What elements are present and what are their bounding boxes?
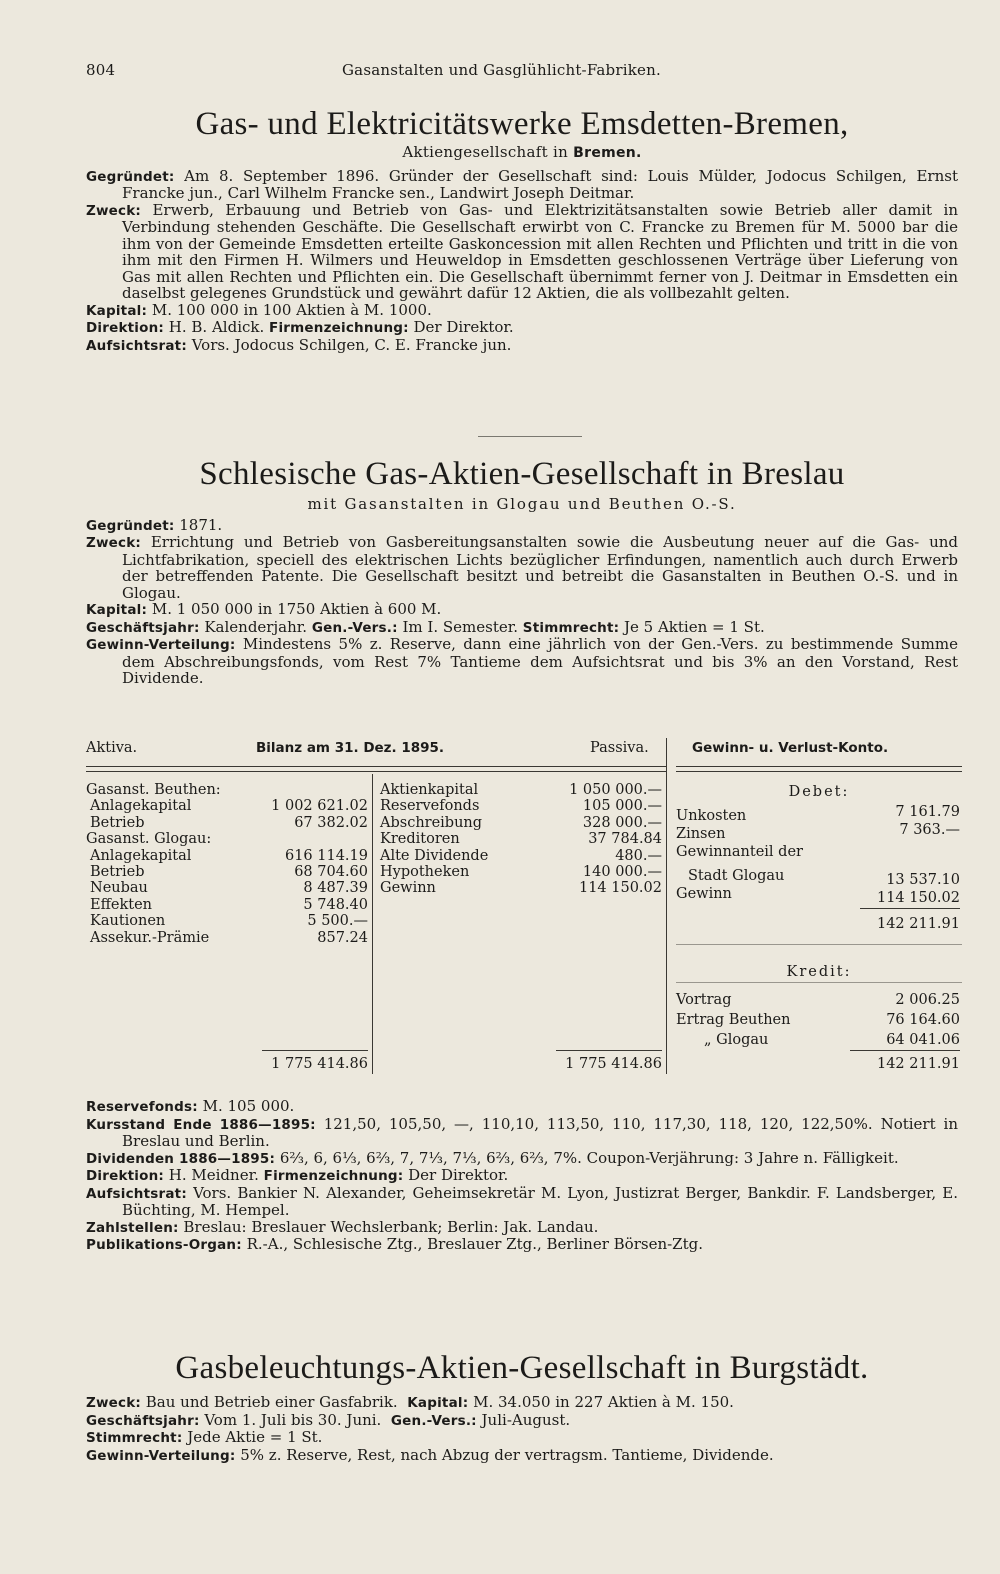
debet-row: Gewinn 114 150.02: [676, 886, 960, 906]
kredit-label: Kredit:: [786, 964, 852, 980]
entry-reservefonds: Reservefonds: M. 105 000.: [86, 1097, 295, 1115]
passiva-row: Gewinn 114 150.02: [380, 880, 662, 897]
company-schlesische-gas-details: [86, 1098, 958, 1254]
sum-line: [860, 908, 960, 909]
debet-row: Unkosten 7 161.79: [676, 804, 960, 824]
entry-stimmrecht: Stimmrecht: Jede Aktie = 1 St.: [86, 1428, 323, 1446]
kredit-row: Vortrag 2 006.25: [676, 992, 960, 1008]
column-divider: [372, 774, 373, 1074]
entry-zweck: Zweck: Errichtung und Betrieb von Gasbereitungsanstalten sowie die Ausbeutung neuer auf die Gas- und Lichtfabrikation, speciell des elektrischen Lichts bezüglicher Erfindungen, namentlich auch durch Erwerb der betreffenden Patente. Die Gesellschaft besitzt und betreibt die Gasanstalten in Beuthen O.-S. und in Glogau.: [86, 533, 958, 602]
entry-aufsichtsrat: Aufsichtsrat: Vors. Bankier N. Alexander, Geheimsekretär M. Lyon, Justizrat Berger, Bankdir. F. Landsberger, E. Büchting, M. Hempel.: [86, 1183, 958, 1219]
entry-aufsichtsrat: Aufsichtsrat: Vors. Jodocus Schilgen, C. E. Francke jun.: [86, 335, 512, 354]
table-rule: [86, 766, 666, 767]
company-schlesische-gas: [86, 456, 958, 687]
company-subtitle: mit Gasanstalten in Glogau und Beuthen O.-S.: [307, 495, 737, 513]
entry-zweck: Zweck: Bau und Betrieb einer Gasfabrik. Kapital: M. 34.050 in 227 Aktien à M. 150.: [86, 1393, 734, 1411]
aktiva-row: Kautionen 5 500.—: [90, 913, 368, 930]
aktiva-row: Anlagekapital 616 114.19: [90, 847, 368, 864]
aktiva-row: Neubau 8 487.39: [90, 880, 368, 897]
entry-gewinn-verteilung: Gewinn-Verteilung: 5% z. Reserve, Rest, nach Abzug der vertragsm. Tantieme, Dividende.: [86, 1445, 774, 1464]
debet-row: Gewinnanteil der: [676, 844, 803, 860]
balance-sheet: Aktiva. Bilanz am 31. Dez. 1895. Passiva. Gewinn- u. Verlust-Konto. Gasanst. Beuthen: Anlagekapital 1 002 621.02 Betrieb 67 382.02 Gasanst. Glogau: Anlagekapital 616 114.19 Betrieb 68 704.60 Neubau 8 487.39 Effekten 5 748.40 Kautionen 5 500.— Assekur.-Prämie 857.24 1 775 414.86 Aktienkapital 1 050 000.— Reservefonds 105 000.— Abschreibung 328 000.— Kreditoren 37 784.84 Alte Dividende 480.— Hypotheken 140 000.— Gewinn 114 150.02 1 775 414.86 Debet: Unkosten 7 161.79 Zinsen 7 363.— Gewinnanteil der Stadt Glogau 13 537.10 Gewinn 114 150.02 142 211.91 Kredit: Vortrag 2 006.25 Ertrag Beuthen 76 164.60 „ Glogau 64 041.06 142 211.91: [86, 740, 960, 1072]
aktiva-row: Assekur.-Prämie 857.24: [90, 929, 368, 946]
company-subtitle: Aktiengesellschaft in Bremen.: [402, 143, 642, 161]
table-rule: [676, 771, 962, 772]
passiva-row: Aktienkapital 1 050 000.—: [380, 782, 662, 798]
entry-direktion: Direktion: H. B. Aldick. Firmenzeichnung: Der Direktor.: [86, 318, 514, 336]
kredit-row: Ertrag Beuthen 76 164.60: [676, 1012, 960, 1028]
company-emsdetten-bremen: [86, 106, 958, 354]
aktiva-row: Gasanst. Beuthen:: [86, 782, 221, 798]
aktiva-row: Gasanst. Glogau:: [86, 831, 212, 848]
aktiva-row: Betrieb 67 382.02: [90, 814, 368, 831]
entry-zahlstellen: Zahlstellen: Breslau: Breslauer Wechslerbank; Berlin: Jak. Landau.: [86, 1217, 599, 1236]
sum-line: [262, 1050, 368, 1051]
passiva-row: Kreditoren 37 784.84: [380, 831, 662, 848]
debet-row: Zinsen 7 363.—: [676, 822, 960, 842]
page-number: 804: [86, 61, 116, 79]
running-title: Gasanstalten und Gasglühlicht-Fabriken.: [342, 61, 661, 79]
aktiva-label: Aktiva.: [86, 740, 138, 756]
entry-kursstand: Kursstand Ende 1886—1895: 121,50, 105,50, —, 110,10, 113,50, 110, 117,30, 118, 120, 122,50%. Notiert in Breslau und Berlin.: [86, 1114, 959, 1150]
aktiva-row: Betrieb 68 704.60: [90, 863, 368, 880]
table-rule: [676, 944, 962, 945]
debet-label: Debet:: [788, 784, 850, 800]
passiva-row: Abschreibung 328 000.—: [380, 814, 662, 831]
kredit-row: „ Glogau 64 041.06: [704, 1032, 960, 1048]
bilanz-title: Bilanz am 31. Dez. 1895.: [256, 740, 445, 756]
company-burgstaedt: [86, 1350, 958, 1464]
entry-geschaeftsjahr: Geschäftsjahr: Kalenderjahr. Gen.-Vers.: Im I. Semester. Stimmrecht: Je 5 Aktien = 1 St.: [86, 617, 765, 636]
aktiva-row: Anlagekapital 1 002 621.02: [90, 798, 368, 815]
entry-kapital: Kapital: M. 100 000 in 100 Aktien à M. 1000.: [86, 300, 432, 319]
entry-gegruendet: Gegründet: Am 8. September 1896. Gründer der Gesellschaft sind: Louis Mülder, Jodocus Schilgen, Ernst Francke jun., Carl Wilhelm Francke sen., Landwirt Joseph Deitmar.: [86, 166, 958, 202]
passiva-row: Reservefonds 105 000.—: [380, 798, 662, 815]
passiva-label: Passiva.: [590, 740, 649, 756]
column-divider: [666, 738, 667, 1074]
aktiva-row: Effekten 5 748.40: [90, 896, 368, 913]
entry-kapital: Kapital: M. 1 050 000 in 1750 Aktien à 600 M.: [86, 600, 442, 618]
company-title: Gasbeleuchtungs-Aktien-Gesellschaft in Burgstädt.: [175, 1350, 869, 1386]
debet-row: Stadt Glogau 13 537.10: [688, 868, 960, 888]
entry-publikation: Publikations-Organ: R.-A., Schlesische Ztg., Breslauer Ztg., Berliner Börsen-Ztg.: [86, 1235, 703, 1253]
company-title: Gas- und Elektricitätswerke Emsdetten-Bremen,: [195, 106, 849, 142]
sum-line: [556, 1050, 662, 1051]
entry-direktion: Direktion: H. Meidner. Firmenzeichnung: Der Direktor.: [86, 1166, 509, 1184]
table-rule: [676, 982, 962, 983]
guv-title: Gewinn- u. Verlust-Konto.: [692, 740, 889, 756]
entry-gewinn-verteilung: Gewinn-Verteilung: Mindestens 5% z. Reserve, dann eine jährlich von der Gen.-Vers. zu bestimmende Summe dem Abschreibungsfonds, vom Rest 7% Tantieme dem Aufsichtsrat und bis 3% an den Vorstand, Rest Dividende.: [86, 635, 958, 687]
passiva-column: [380, 782, 662, 897]
entry-geschaeftsjahr: Geschäftsjahr: Vom 1. Juli bis 30. Juni. Gen.-Vers.: Juli-August.: [86, 1410, 571, 1429]
section-separator: [478, 436, 582, 437]
passiva-row: Alte Dividende 480.—: [380, 847, 662, 864]
sum-line: [850, 1050, 960, 1051]
entry-gegruendet: Gegründet: 1871.: [86, 515, 223, 534]
table-rule: [86, 771, 666, 772]
aktiva-column: [86, 782, 368, 946]
entry-zweck: Zweck: Erwerb, Erbauung und Betrieb von Gas- und Elektrizitätsanstalten sowie Betrieb aller damit in Verbindung stehenden Geschäfte. Die Gesellschaft erwirbt von C. Francke zu Bremen für M. 5000 bar die ihm von der Gemeinde Emsdetten erteilte Gaskoncession mit allen Rechten und Pflichten und tritt in die von ihm mit den Firmen H. Wilmers und Heuweldop in Emsdetten geschlossenen Verträge über Lieferung von Gas mit allen Rechten und Pflichten ein. Die Gesellschaft übernimmt ferner von J. Deitmar in Emsdetten ein daselbst gelegenes Grundstück und gewährt dafür 12 Aktien, die als vollbezahlt gelten.: [86, 200, 958, 302]
table-rule: [676, 766, 962, 767]
passiva-row: Hypotheken 140 000.—: [380, 863, 662, 880]
company-title: Schlesische Gas-Aktien-Gesellschaft in Breslau: [199, 456, 845, 492]
entry-dividenden: Dividenden 1886—1895: 6⅔, 6, 6⅓, 6⅔, 7, 7⅓, 7⅓, 6⅔, 6⅔, 7%. Coupon-Verjährung: 3 Jahre n. Fälligkeit.: [86, 1148, 899, 1167]
subtitle-city: Bremen.: [573, 145, 642, 161]
